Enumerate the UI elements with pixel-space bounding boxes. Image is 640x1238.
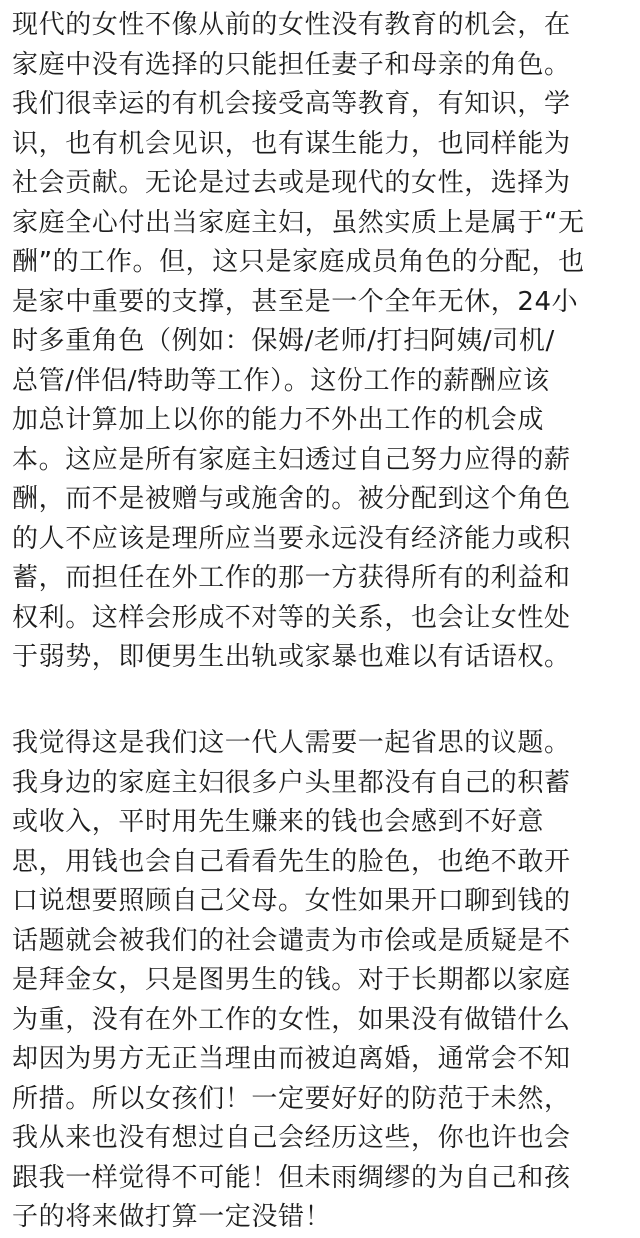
text-line: 或收入，平时用先生赚来的钱也会感到不好意 [12, 807, 545, 837]
text-line: 权利。这样会形成不对等的关系，也会让女性处 [12, 602, 571, 633]
text-line: 思，用钱也会自己看看先生的脸色，也绝不敢开 [12, 846, 571, 877]
text-line: 酬”的工作。但，这只是家庭成员角色的分配，也 [12, 247, 585, 277]
text-line: 为重，没有在外工作的女性，如果没有做错什么 [12, 1004, 571, 1035]
text-line: 酬，而不是被赠与或施舍的。被分配到这个角色 [12, 484, 571, 514]
text-line: 家庭中没有选择的只能担任妻子和母亲的角色。 [12, 49, 571, 80]
text-line: 识，也有机会见识，也有谋生能力，也同样能为 [12, 128, 571, 159]
text-line: 时多重角色（例如：保姆/老师/打扫阿姨/司机/ [12, 326, 555, 356]
text-line: 加总计算加上以你的能力不外出工作的机会成 [12, 405, 545, 435]
text-line: 是家中重要的支撑，甚至是一个全年无休，24小 [12, 286, 579, 317]
text-line: 是拜金女，只是图男生的钱。对于长期都以家庭 [12, 965, 571, 995]
text-line: 我身边的家庭主妇很多户头里都没有自己的积蓄 [12, 767, 571, 798]
text-line: 子的将来做打算一定没错！ [12, 1202, 332, 1232]
text-line: 于弱势，即便男生出轨或家暴也难以有话语权。 [12, 642, 571, 672]
text-line: 跟我一样觉得不可能！但未雨绸缪的为自己和孩 [12, 1162, 571, 1193]
text-line: 我们很幸运的有机会接受高等教育，有知识，学 [12, 89, 571, 119]
paragraph-1 [12, 6, 632, 678]
text-line: 话题就会被我们的社会谴责为市侩或是质疑是不 [12, 925, 571, 956]
text-line: 所措。所以女孩们！一定要好好的防范于未然， [12, 1083, 571, 1114]
text-line: 口说想要照顾自己父母。女性如果开口聊到钱的 [12, 886, 571, 916]
text-line: 蓄，而担任在外工作的那一方获得所有的利益和 [12, 563, 571, 593]
text-line: 现代的女性不像从前的女性没有教育的机会，在 [12, 10, 571, 40]
text-line: 我觉得这是我们这一代人需要一起省思的议题。 [12, 728, 571, 758]
text-line: 的人不应该是理所应当要永远没有经济能力或积 [12, 523, 571, 554]
text-line: 本。这应是所有家庭主妇透过自己努力应得的薪 [12, 444, 571, 475]
text-line: 我从来也没有想过自己会经历这些，你也许也会 [12, 1123, 571, 1153]
text-line: 却因为男方无正当理由而被迫离婚，通常会不知 [12, 1044, 571, 1074]
text-line: 总管/伴侣/特助等工作）。这份工作的薪酬应该 [12, 365, 550, 396]
text-line: 家庭全心付出当家庭主妇，虽然实质上是属于“无 [12, 207, 585, 238]
paragraph-2 [12, 724, 632, 1238]
text-line: 社会贡献。无论是过去或是现代的女性，选择为 [12, 168, 571, 198]
